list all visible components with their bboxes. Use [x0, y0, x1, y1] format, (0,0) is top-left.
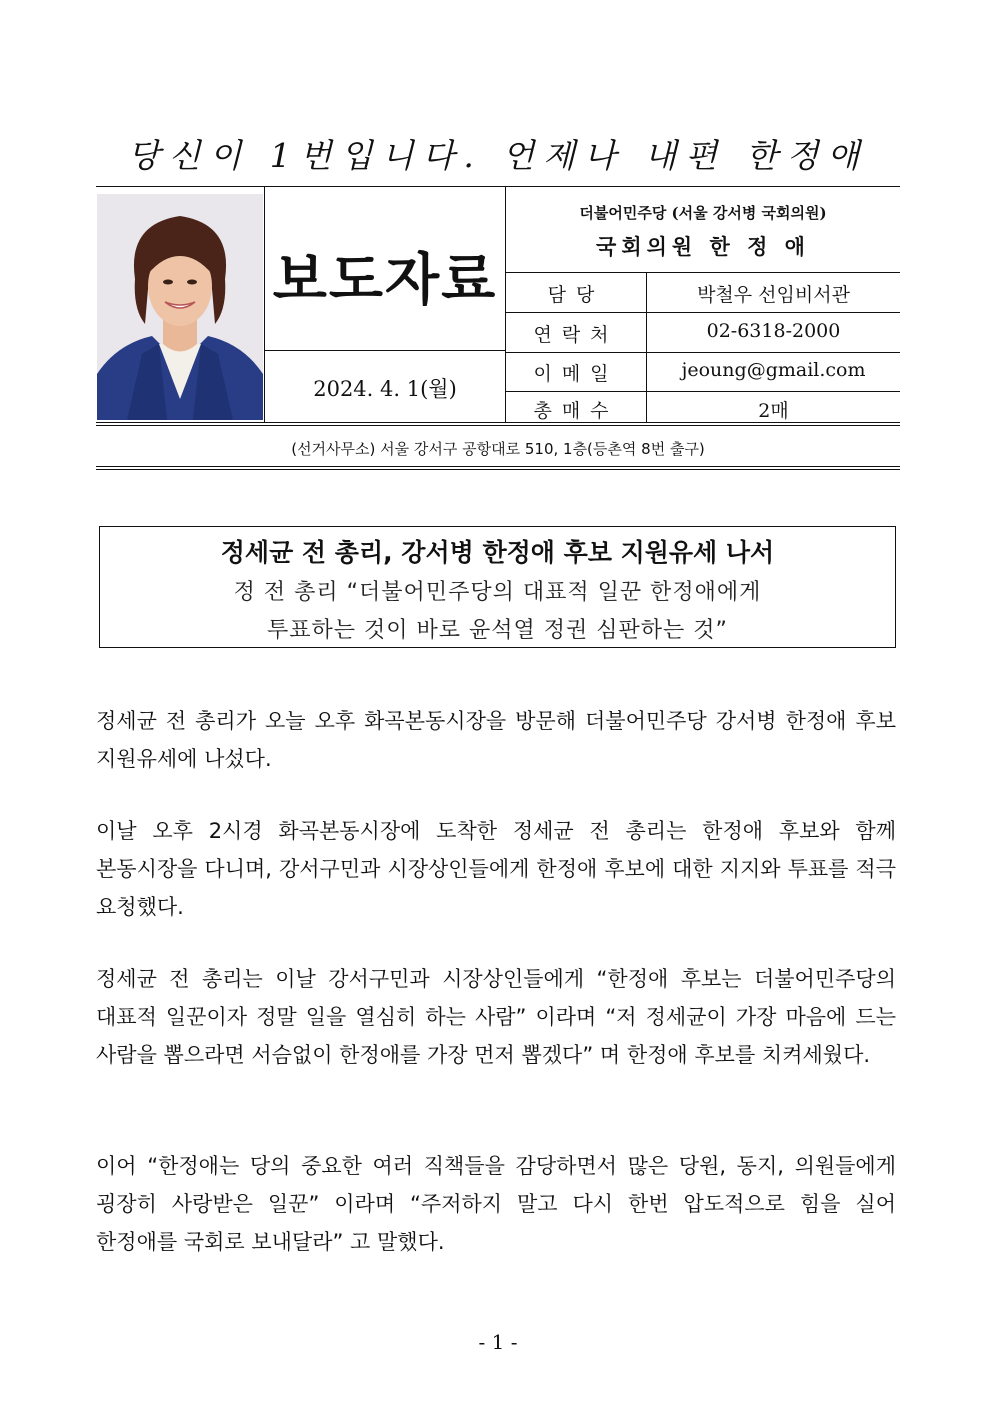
- contact-rule-1: [505, 272, 900, 273]
- slogan: 당신이 1번입니다. 언제나 내편 한정애: [127, 136, 869, 175]
- body-paragraph-4: 이어 “한정애는 당의 중요한 여러 직책들을 감당하면서 많은 당원, 동지, 의원들에게 굉장히 사랑받은 일꾼” 이라며 “주저하지 말고 다시 한번 압도적으로 힘을 실어 한정애를 국회로 보내달라” 고 말했다.: [96, 1154, 896, 1254]
- header-top-rule: [96, 186, 900, 187]
- candidate-photo: [97, 194, 263, 420]
- page-number: - 1 -: [478, 1330, 518, 1354]
- release-date: 2024. 4. 1(월): [313, 377, 457, 401]
- contact-value-email: jeoung@gmail.com: [681, 359, 866, 381]
- headline-subtitle-1: 정 전 총리 “더불어민주당의 대표적 일꾼 한정애에게: [233, 580, 762, 605]
- address-rule-2: [96, 469, 900, 470]
- campaign-office-address: (선거사무소) 서울 강서구 공항대로 510, 1층(등촌역 8번 출구): [291, 440, 705, 458]
- contact-value-pages: 2매: [758, 400, 789, 422]
- party-line: 더불어민주당 (서울 강서병 국회의원): [579, 204, 827, 222]
- contact-label-pages: 총매수: [533, 400, 619, 422]
- headline-box: [99, 526, 896, 648]
- contact-rule-2: [505, 312, 900, 313]
- contact-rule-3: [505, 352, 900, 353]
- member-name: 국회의원 한 정 애: [596, 234, 810, 259]
- press-release-label: 보도자료: [272, 248, 498, 313]
- body-paragraph-1: 정세균 전 총리가 오늘 오후 화곡본동시장을 방문해 더불어민주당 강서병 한정애 후보 지원유세에 나섰다.: [96, 709, 896, 771]
- body-paragraph-3: 정세균 전 총리는 이날 강서구민과 시장상인들에게 “한정애 후보는 더불어민주당의 대표적 일꾼이자 정말 일을 열심히 하는 사람” 이라며 “저 정세균이 가장 마음에 드는 사람을 뽑으라면 서슴없이 한정애를 가장 먼저 뽑겠다” 며 한정애 후보를 치켜세웠다.: [96, 967, 896, 1067]
- press-header: [96, 186, 900, 426]
- headline-title: 정세균 전 총리, 강서병 한정애 후보 지원유세 나서: [220, 538, 775, 567]
- contact-label-email: 이메일: [533, 363, 619, 385]
- contact-label-manager: 담당: [547, 284, 605, 306]
- header-bottom-rule-2: [96, 425, 900, 426]
- divider-photo: [264, 186, 265, 422]
- contact-rule-4: [505, 391, 900, 392]
- contact-value-phone: 02-6318-2000: [706, 320, 841, 342]
- contact-label-phone: 연락처: [533, 324, 619, 346]
- divider-date: [264, 350, 505, 351]
- body-paragraph-2: 이날 오후 2시경 화곡본동시장에 도착한 정세균 전 총리는 한정애 후보와 함께 본동시장을 다니며, 강서구민과 시장상인들에게 한정애 후보에 대한 지지와 투표를 적극 요청했다.: [96, 819, 896, 919]
- contact-value-manager: 박철우 선임비서관: [697, 284, 850, 306]
- address-rule-1: [96, 466, 900, 467]
- headline-subtitle-2: 투표하는 것이 바로 윤석열 정권 심판하는 것”: [267, 618, 728, 643]
